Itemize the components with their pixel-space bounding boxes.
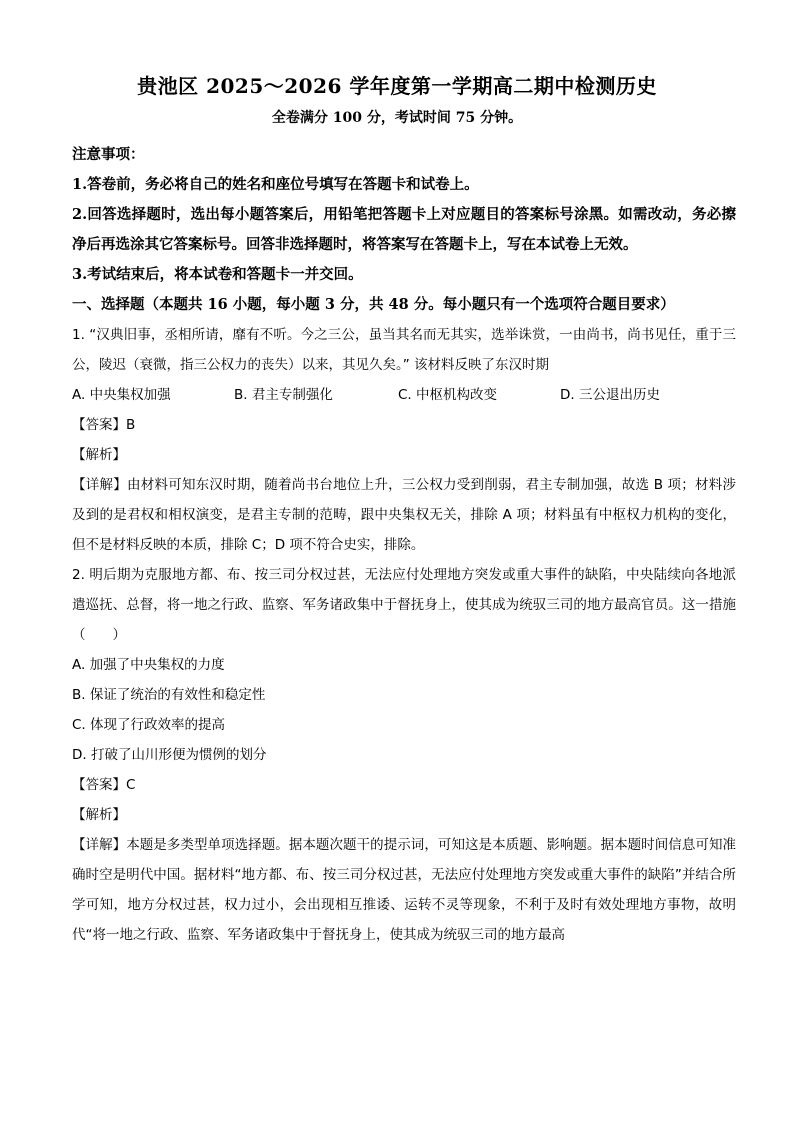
question-1-option-b: B. 君主专制强化 bbox=[234, 387, 333, 403]
question-2-analysis-label: 【解析】 bbox=[72, 807, 126, 823]
notice-item-1: 1.答卷前，务必将自己的姓名和座位号填写在答题卡和试卷上。 bbox=[72, 176, 479, 193]
question-2-option-b: B. 保证了统治的有效性和稳定性 bbox=[72, 687, 266, 703]
question-1-option-c: C. 中枢机构改变 bbox=[398, 387, 498, 403]
question-2-option-d: D. 打破了山川形便为惯例的划分 bbox=[72, 747, 267, 763]
question-2-stem: 2. 明后期为克服地方都、布、按三司分权过甚，无法应付处理地方突发或重大事件的缺陷，中央陆续向各地派遣巡抚、总督，将一地之行政、监察、军务诸政集中于督抚身上，使其成为统驭三司的地方最高官员。这一措施（ ） bbox=[72, 567, 736, 643]
question-2-answer: 【答案】C bbox=[72, 777, 136, 793]
notice-heading: 注意事项： bbox=[72, 146, 145, 163]
question-1-analysis-label: 【解析】 bbox=[72, 447, 126, 463]
section-heading: 一、选择题（本题共 16 小题，每小题 3 分，共 48 分。每小题只有一个选项符合题目要求） bbox=[72, 296, 675, 313]
question-1-stem: 1. “汉典旧事，丞相所请，靡有不听。今之三公，虽当其名而无其实，选举诛赏，一由尚书，尚书见任，重于三公，陵迟（衰微，指三公权力的丧失）以来，其见久矣。” 该材料反映了东汉时期 bbox=[72, 327, 736, 373]
page-subtitle: 全卷满分 100 分，考试时间 75 分钟。 bbox=[271, 110, 523, 126]
page-title: 贵池区 2025～2026 学年度第一学期高二期中检测历史 bbox=[137, 74, 657, 98]
question-1-option-a: A. 中央集权加强 bbox=[72, 387, 171, 403]
question-2-option-a: A. 加强了中央集权的力度 bbox=[72, 657, 225, 673]
question-2-option-c: C. 体现了行政效率的提高 bbox=[72, 717, 226, 733]
question-1-detail: 【详解】由材料可知东汉时期，随着尚书台地位上升，三公权力受到削弱，君主专制加强，故选 B 项；材料涉及到的是君权和相权演变，是君主专制的范畴，跟中央集权无关，排除 A 项；材料虽有中枢权力机构的变化，但不是材料反映的本质，排除 C；D 项不符合史实，排除。 bbox=[72, 477, 736, 553]
question-1-answer: 【答案】B bbox=[72, 417, 136, 433]
notice-item-3: 3.考试结束后，将本试卷和答题卡一并交回。 bbox=[72, 266, 363, 283]
notice-item-2: 2.回答选择题时，选出每小题答案后，用铅笔把答题卡上对应题目的答案标号涂黑。如需改动，务必擦净后再选涂其它答案标号。回答非选择题时，将答案写在答题卡上，写在本试卷上无效。 bbox=[72, 206, 736, 253]
question-2-detail: 【详解】本题是多类型单项选择题。据本题次题干的提示词，可知这是本质题、影响题。据本题时间信息可知准确时空是明代中国。据材料“地方都、布、按三司分权过甚，无法应付处理地方突发或重大事件的缺陷”并结合所学可知，地方分权过甚，权力过小，会出现相互推诿、运转不灵等现象，不利于及时有效处理地方事物，故明代“将一地之行政、监察、军务诸政集中于督抚身上，使其成为统驭三司的地方最高 bbox=[72, 837, 736, 943]
exam-body bbox=[72, 140, 736, 950]
question-1-option-d: D. 三公退出历史 bbox=[560, 387, 660, 403]
question-1-options bbox=[72, 380, 736, 410]
